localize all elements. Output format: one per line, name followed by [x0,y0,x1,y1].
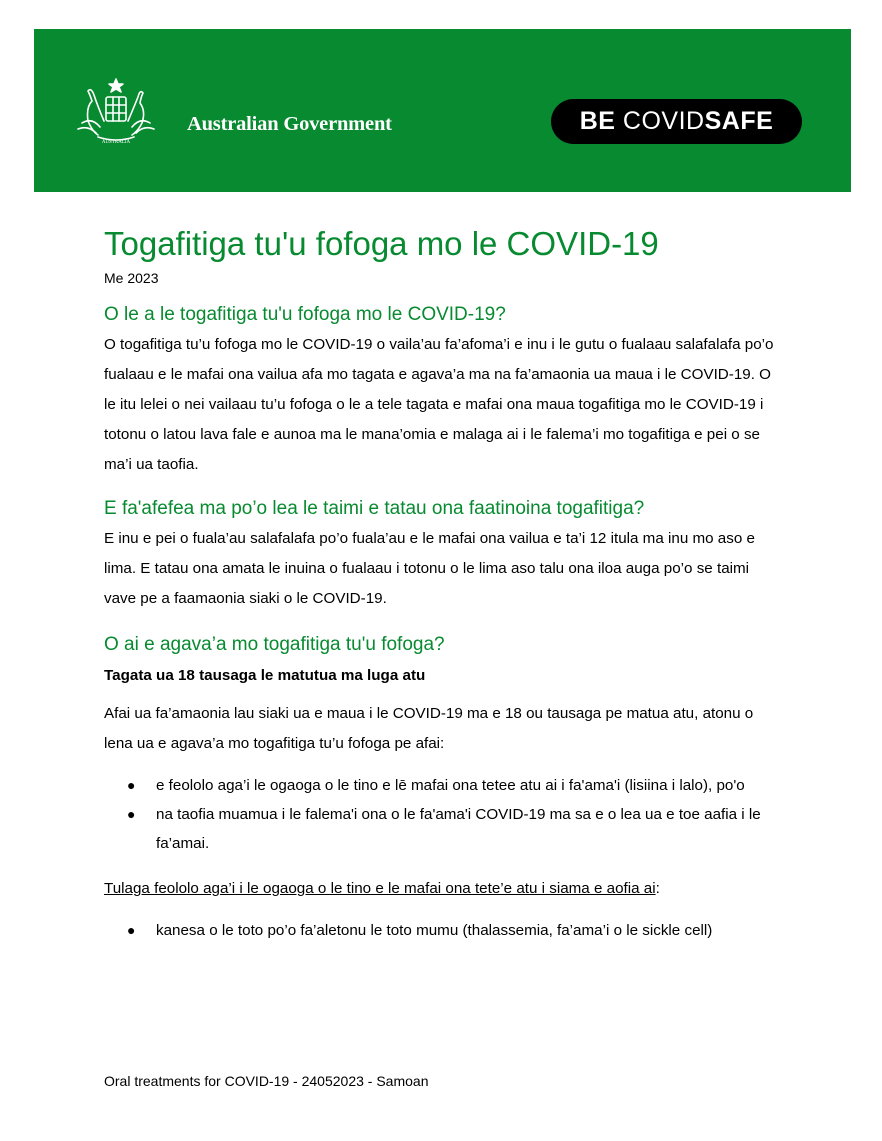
bullet-icon: ● [127,922,136,938]
document-body [104,224,784,945]
section-heading-eligibility: O ai e agava’a mo togafitiga tu'u fofoga? [104,634,445,655]
svg-text:AUSTRALIA: AUSTRALIA [101,140,131,145]
bullet-icon: ● [127,806,136,822]
list-item: ● e feololo aga’i le ogaoga o le tino e lē mafai ona tetee atu ai i fa'ama'i (lisiina i lalo), po'o [104,771,784,800]
badge-safe: SAFE [704,107,774,135]
be-covidsafe-badge [551,99,802,144]
bullet-icon: ● [127,777,136,793]
section-heading-how: E fa'afefea ma po’o lea le taimi e tatau ona faatinoina togafitiga? [104,498,645,519]
page-footer: Oral treatments for COVID-19 - 24052023 - Samoan [104,1073,429,1089]
header-banner [34,29,851,192]
eligibility-list [104,771,784,858]
list-item: ● na taofia muamua i le falema'i ona o le fa'ama'i COVID-19 ma sa e o lea ua e toe aafia i le fa’amai. [104,800,784,858]
list-item: ● kanesa o le toto po’o fa’aletonu le toto mumu (thalassemia, fa’ama’i o le sickle cell) [104,916,784,945]
coat-of-arms-icon [68,77,164,147]
page-title: Togafitiga tu'u fofoga mo le COVID-19 [104,225,659,262]
conditions-list [104,916,784,945]
conditions-label: Tulaga feololo aga’i i le ogaoga o le tino e le mafai ona tete’e atu i siama e aofia ai: [104,880,660,897]
section-body-what: O togafitiga tu’u fofoga mo le COVID-19 o vaila’au fa’afoma’i e inu i le gutu o fualaau salafalafa po’o fualaau e le mafai ona vailua afa mo tagata e agava’a ma na fa’amaonia ua maua i le COVID-19. O le itu lelei o nei vailaau tu’u fofoga o le a tele tagata e mafai ona maua togafitiga mo le COVID-19 i totonu o latou lava fale e aunoa ma le mana’omia e malaga ai i le falema’i mo togafitiga e pei o se ma’i ua taofia. [104,336,774,473]
government-name: Australian Government [187,113,392,135]
eligibility-subheading: Tagata ua 18 tausaga le matutua ma luga atu [104,667,426,684]
publication-date: Me 2023 [104,270,159,286]
eligibility-body: Afai ua fa’amaonia lau siaki ua e maua i le COVID-19 ma e 18 ou tausaga pe matua atu, atonu o lena ua e agava’a mo togafitiga tu’u fofoga pe afai: [104,705,754,752]
badge-be: BE [579,107,616,135]
section-body-how: E inu e pei o fuala’au salafalafa po’o fuala’au e le mafai ona vailua e ta’i 12 itula ma inu mo aso e lima. E tatau ona amata le inuina o fualaau i totonu o le lima aso talu ona iloa auga po’o se taimi vave pe a faamaonia siaki o le COVID-19. [104,530,755,607]
badge-covid: COVID [622,107,705,135]
section-heading-what: O le a le togafitiga tu'u fofoga mo le COVID-19? [104,304,506,325]
